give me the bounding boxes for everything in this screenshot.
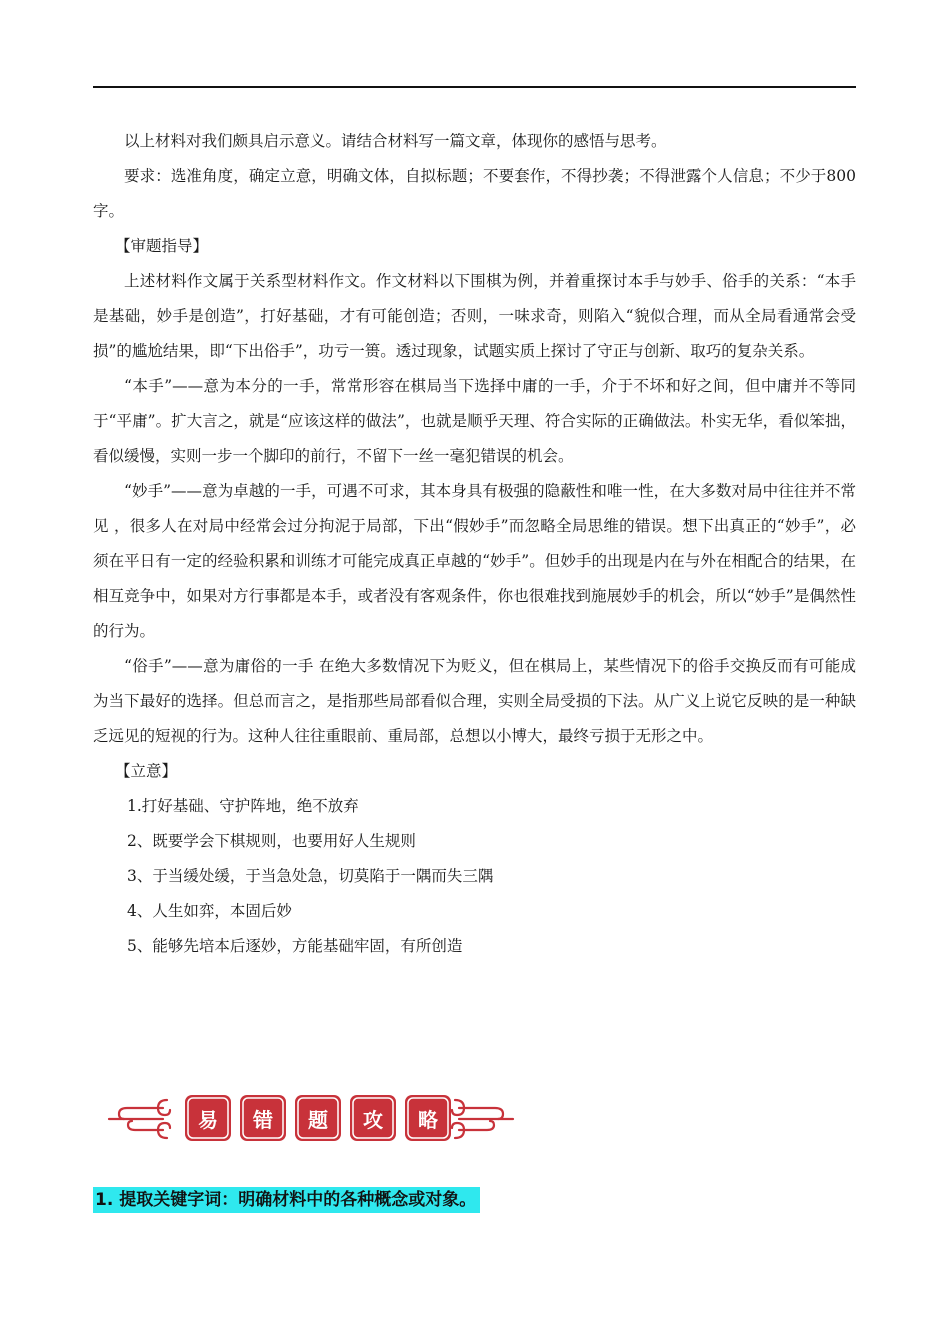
theme-item-5: 5、能够先培本后逐妙，方能基础牢固，有所创造 bbox=[127, 937, 463, 955]
intro-paragraph: 以上材料对我们颇具启示意义。请结合材料写一篇文章，体现你的感悟与思考。 bbox=[124, 132, 667, 150]
banner-tile-1 bbox=[185, 1095, 231, 1141]
theme-item-2: 2、既要学会下棋规则，也要用好人生规则 bbox=[127, 832, 416, 850]
banner-char-1: 易 bbox=[198, 1107, 218, 1132]
banner-char-3: 题 bbox=[308, 1107, 328, 1132]
theme-heading: 【立意】 bbox=[115, 762, 178, 780]
document-body bbox=[93, 124, 856, 964]
section-banner bbox=[105, 1086, 517, 1152]
theme-item-4: 4、人生如弈，本固后妙 bbox=[127, 902, 292, 920]
banner-char-2: 错 bbox=[253, 1107, 273, 1132]
banner-tile-4 bbox=[350, 1095, 396, 1141]
key-point-heading: 1. 提取关键字词：明确材料中的各种概念或对象。 bbox=[93, 1187, 480, 1213]
banner-tile-3 bbox=[295, 1095, 341, 1141]
requirements-paragraph: 要求：选准角度，确定立意，明确文体，自拟标题；不要套作，不得抄袭；不得泄露个人信息；不少于800字。 bbox=[93, 167, 856, 220]
guide-paragraph-1: 上述材料作文属于关系型材料作文。作文材料以下围棋为例，并着重探讨本手与妙手、俗手的关系：“本手是基础，妙手是创造”，打好基础，才有可能创造；否则，一味求奇，则陷入“貌似合理，而从全局看通常会受损”的尴尬结果，即“下出俗手”，功亏一篑。透过现象，试题实质上探讨了守正与创新、取巧的复杂关系。 bbox=[93, 272, 856, 360]
banner-char-4: 攻 bbox=[363, 1107, 383, 1132]
guide-paragraph-4: “俗手”——意为庸俗的一手 在绝大多数情况下为贬义，但在棋局上，某些情况下的俗手交换反而有可能成为当下最好的选择。但总而言之，是指那些局部看似合理，实则全局受损的下法。从广义上说它反映的是一种缺乏远见的短视的行为。这种人往往重眼前、重局部，总想以小博大，最终亏损于无形之中。 bbox=[93, 657, 856, 745]
banner-tile-2 bbox=[240, 1095, 286, 1141]
guide-paragraph-3: “妙手”——意为卓越的一手，可遇不可求，其本身具有极强的隐蔽性和唯一性，在大多数对局中往往并不常见 ，很多人在对局中经常会过分拘泥于局部，下出“假妙手”而忽略全局思维的错误。想下出真正的“妙手”，必须在平日有一定的经验积累和训练才可能完成真正卓越的“妙手”。但妙手的出现是内在与外在相配合的结果，在相互竞争中，如果对方行事都是本手，或者没有客观条件，你也很难找到施展妙手的机会，所以“妙手”是偶然性的行为。 bbox=[93, 482, 856, 640]
theme-item-3: 3、于当缓处缓，于当急处急，切莫陷于一隅而失三隅 bbox=[127, 867, 494, 885]
header-rule bbox=[93, 86, 856, 88]
guide-heading: 【审题指导】 bbox=[115, 237, 209, 255]
banner-tile-5 bbox=[405, 1095, 451, 1141]
guide-paragraph-2: “本手”——意为本分的一手，常常形容在棋局当下选择中庸的一手，介于不坏和好之间，但中庸并不等同于“平庸”。扩大言之，就是“应该这样的做法”，也就是顺乎天理、符合实际的正确做法。朴实无华，看似笨拙，看似缓慢，实则一步一个脚印的前行，不留下一丝一毫犯错误的机会。 bbox=[93, 377, 856, 465]
theme-item-1: 1.打好基础、守护阵地，绝不放弃 bbox=[127, 797, 359, 815]
banner-char-5: 略 bbox=[418, 1107, 438, 1132]
